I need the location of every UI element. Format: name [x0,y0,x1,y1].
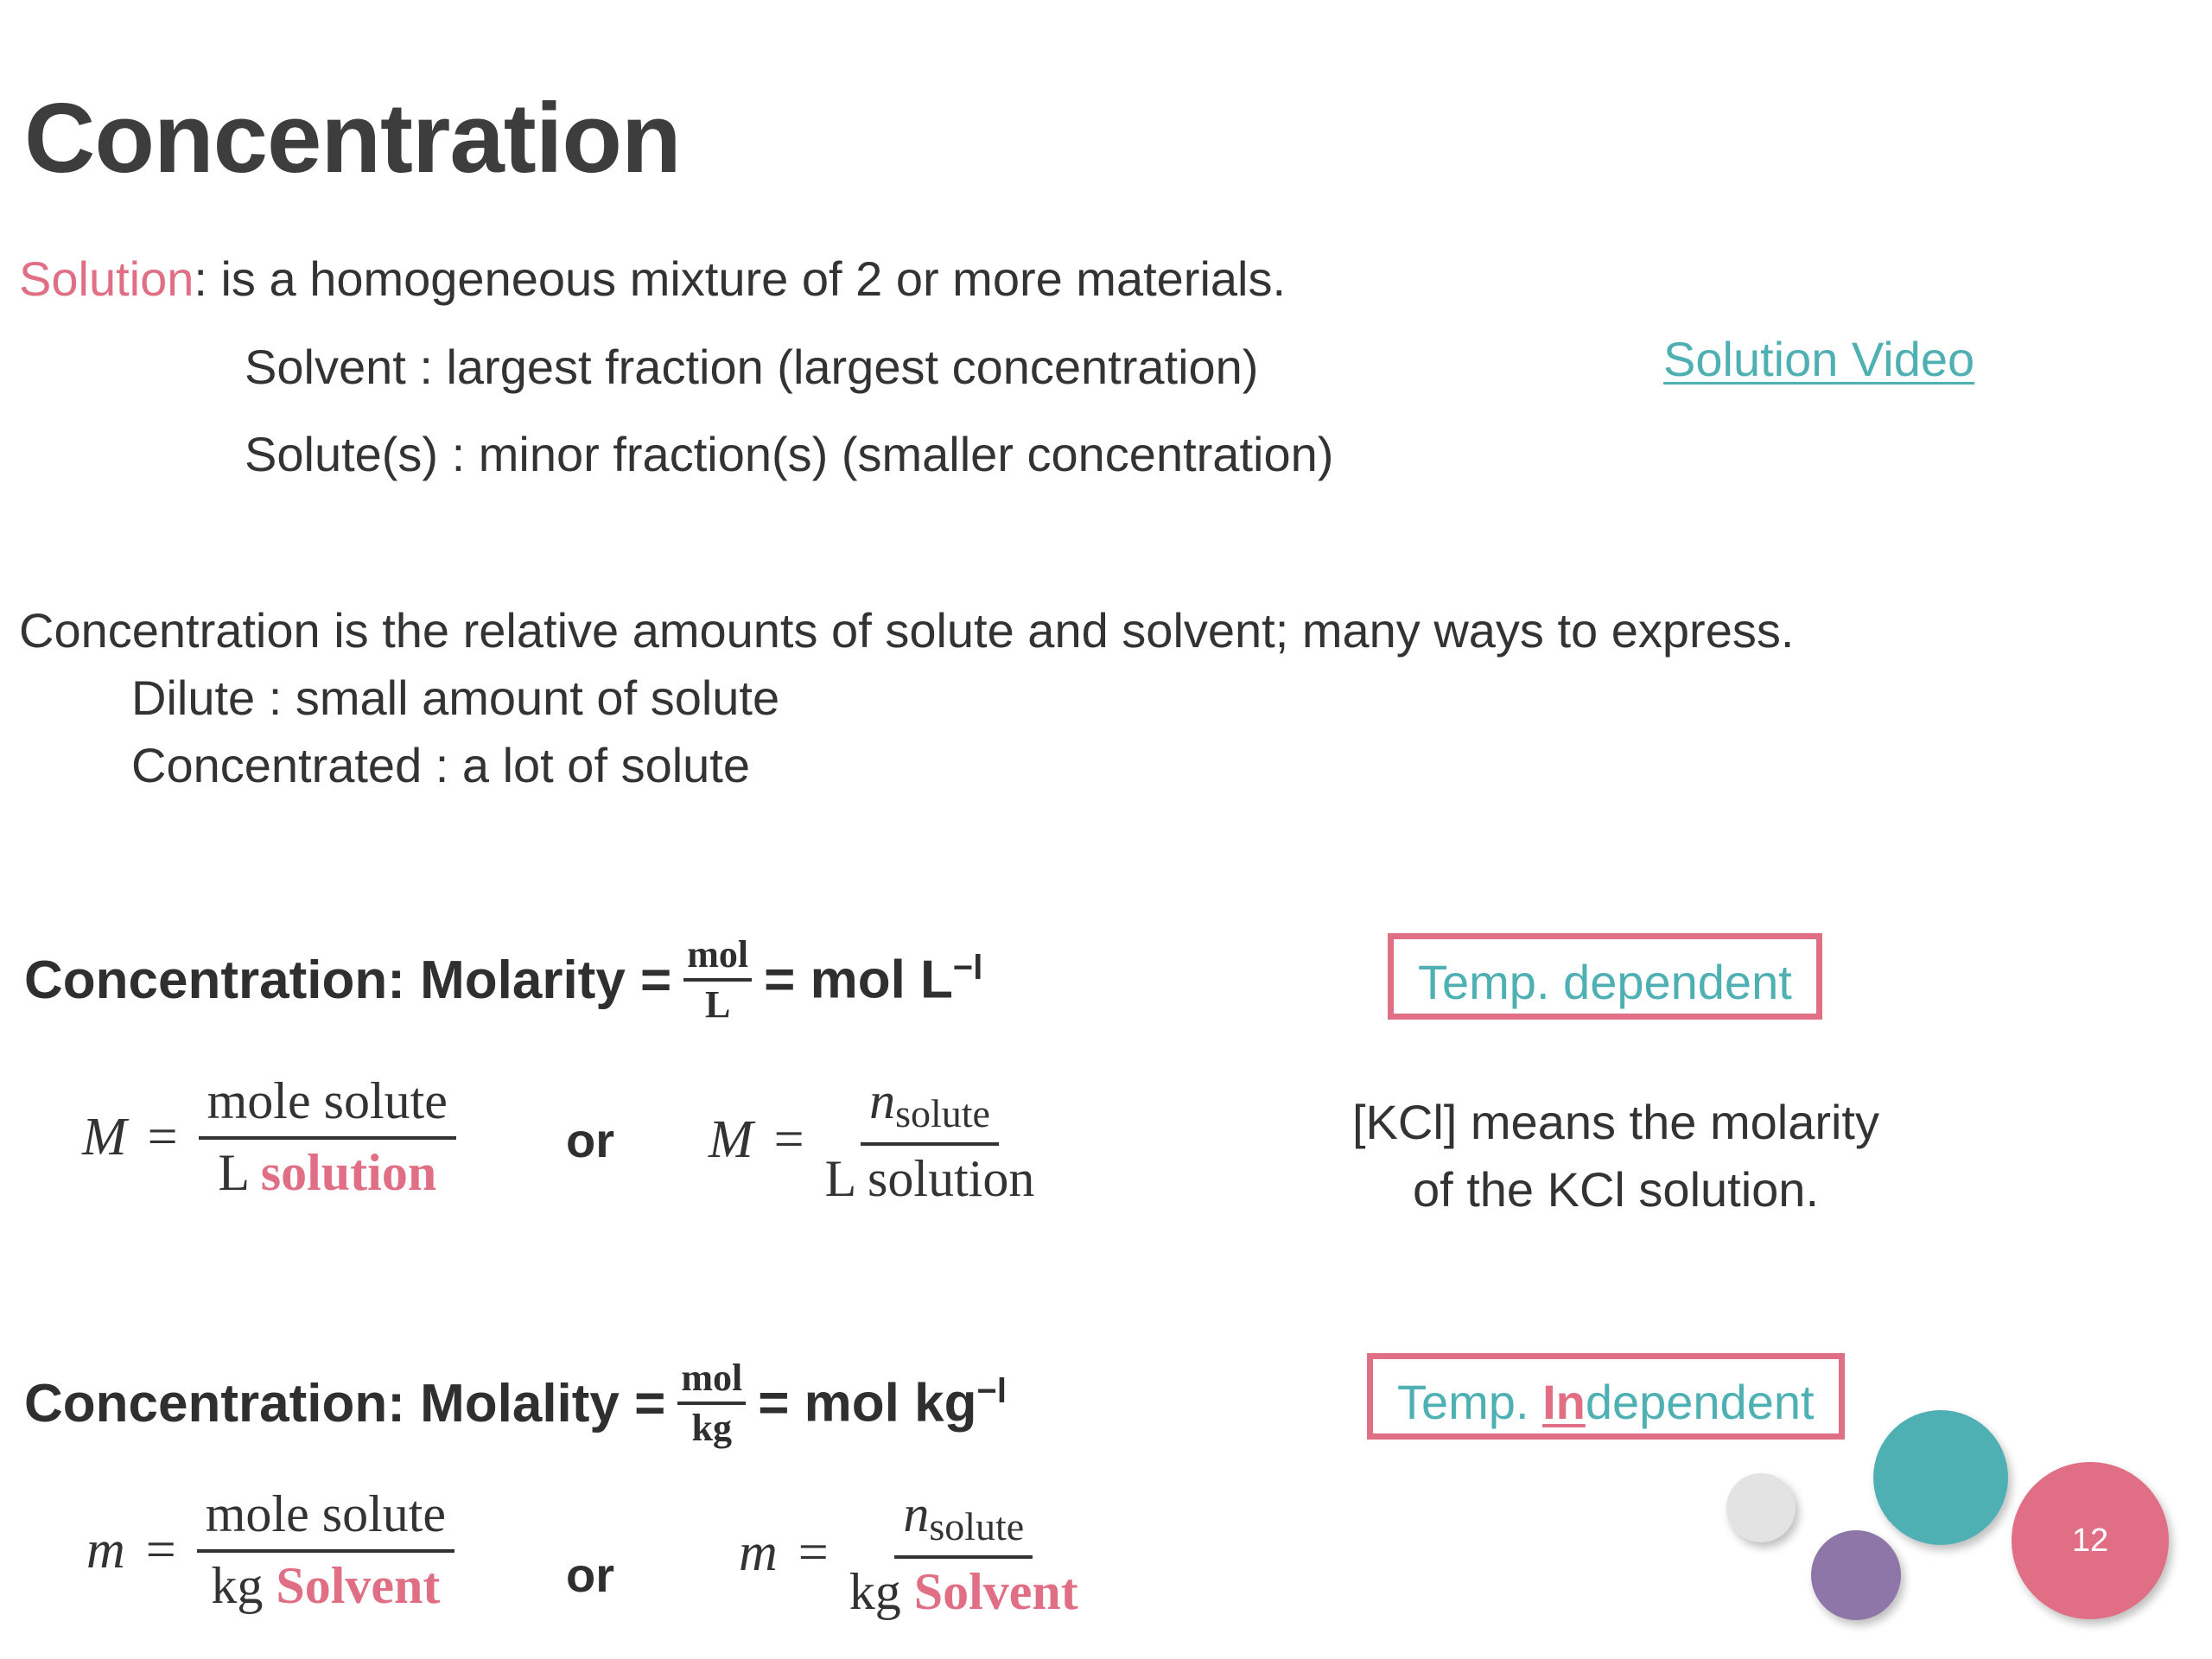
molality-unit-denominator: kg [691,1407,733,1450]
decor-circle-teal [1873,1410,2008,1545]
temp-independent-box [1367,1353,1845,1440]
molarity-heading [24,935,982,1025]
molarity-equation-1 [82,1071,456,1203]
molality-result-exponent: −l [976,1372,1007,1411]
molarity-var: M [709,1109,753,1169]
solution-definition [19,251,1286,307]
box-text-suffix: dependent [1585,1375,1815,1429]
molality-equation-2 [739,1484,1078,1622]
molality-var: m [739,1522,778,1582]
molarity-fraction-2 [825,1071,1035,1209]
fraction-numerator [861,1071,999,1146]
molality-label: Concentration: Molality = [24,1373,666,1433]
equals-sign: = [147,1107,178,1166]
equals-sign: = [145,1520,176,1580]
box-text-prefix: Temp. [1397,1375,1543,1429]
decor-circle-purple [1811,1530,1901,1620]
molarity-result [764,949,982,1011]
molality-equation-1 [86,1484,454,1616]
solution-term: Solution [19,251,194,306]
fraction-denominator: L solution [824,1149,1035,1207]
molality-fraction-2 [849,1484,1078,1622]
temp-dependent-box: Temp. dependent [1388,933,1822,1020]
fraction-numerator: mole solute [199,1071,456,1140]
denominator-highlight: solution [260,1144,437,1201]
solvent-definition: Solvent : largest fraction (largest concentration) [245,340,1259,394]
denominator-unit: kg [849,1562,901,1620]
molality-unit-fraction [677,1358,746,1448]
n-subscript: solute [895,1091,990,1135]
fraction-numerator [894,1484,1033,1559]
equals-sign: = [773,1109,804,1169]
solution-video-link[interactable]: Solution Video [1663,332,1975,386]
molarity-result-text: = mol L [764,950,953,1011]
or-label: or [566,1548,614,1602]
kcl-note [1322,1089,1910,1224]
page-number: 12 [2071,1522,2109,1559]
slide-title: Concentration [24,84,681,194]
molality-heading [24,1358,1007,1448]
equals-sign: = [798,1522,829,1582]
molarity-fraction-1 [199,1071,456,1203]
molality-result-text: = mol kg [758,1374,977,1434]
molality-result [758,1372,1007,1434]
fraction-denominator [211,1553,440,1616]
denominator-unit: kg [211,1557,264,1614]
molality-var: m [86,1520,125,1580]
denominator-highlight: Solvent [913,1562,1078,1620]
molarity-label: Concentration: Molarity = [24,950,672,1010]
concentrated-definition: Concentrated : a lot of solute [131,738,750,792]
denominator-unit: L [218,1144,248,1201]
molality-unit-numerator: mol [677,1358,746,1405]
molarity-result-exponent: −l [952,949,983,988]
fraction-numerator: mole solute [197,1484,454,1553]
molarity-var: M [82,1107,127,1166]
kcl-note-line-1: [KCl] means the molarity [1352,1095,1879,1149]
fraction-denominator [849,1559,1078,1622]
page-number-circle [2012,1462,2169,1619]
molarity-unit-fraction [683,935,752,1025]
dilute-definition: Dilute : small amount of solute [131,671,780,725]
concentration-definition: Concentration is the relative amounts of solute and solvent; many ways to express. [19,603,1795,658]
solution-definition-text: : is a homogeneous mixture of 2 or more materials. [194,251,1287,306]
molarity-unit-numerator: mol [683,935,752,982]
decor-circle-grey [1726,1473,1796,1542]
molarity-unit-denominator: L [705,983,731,1027]
n-symbol: n [903,1485,930,1542]
box-text-emphasis: In [1542,1375,1586,1429]
n-symbol: n [869,1072,896,1129]
solute-definition: Solute(s) : minor fraction(s) (smaller concentration) [245,427,1334,481]
fraction-denominator [218,1140,436,1203]
or-label: or [566,1113,614,1167]
kcl-note-line-2: of the KCl solution. [1412,1162,1820,1217]
denominator-highlight: Solvent [276,1557,441,1614]
molality-fraction-1 [197,1484,454,1616]
n-subscript: solute [929,1504,1025,1548]
molarity-equation-2 [709,1071,1034,1209]
